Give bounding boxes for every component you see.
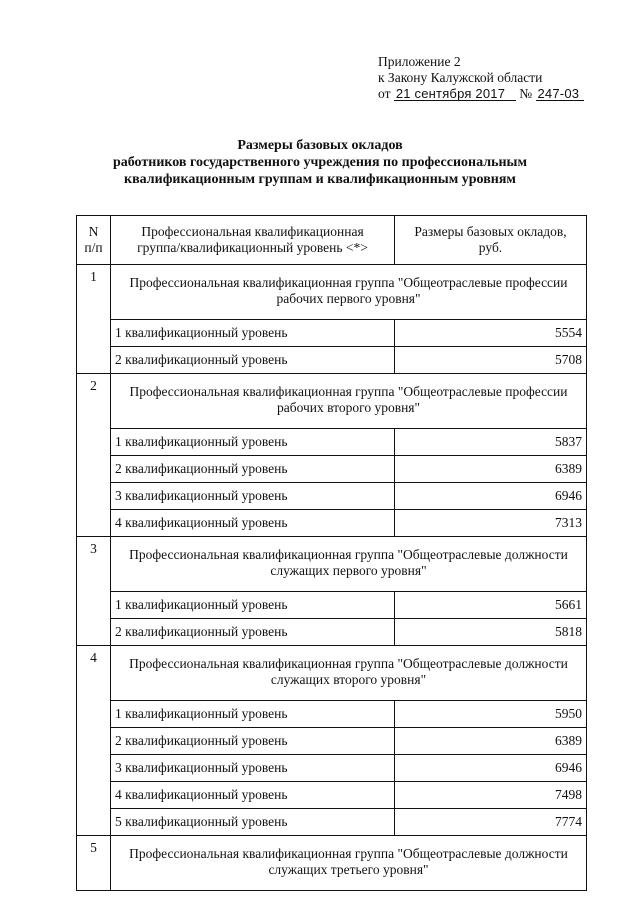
date-prefix: от [378,86,391,101]
level-row [77,782,587,809]
level-amount: 7774 [395,809,587,836]
level-amount: 6389 [395,728,587,755]
level-name: 2 квалификационный уровень [111,456,395,483]
appendix-line2: к Закону Калужской области [378,70,543,85]
group-number: 3 [77,537,111,646]
level-row [77,483,587,510]
level-row [77,456,587,483]
level-amount: 6389 [395,456,587,483]
header-num [77,216,111,265]
level-name: 2 квалификационный уровень [111,728,395,755]
group-title-line2: служащих первого уровня" [270,563,427,578]
level-row [77,619,587,646]
level-name: 1 квалификационный уровень [111,592,395,619]
header-salary-line1: Размеры базовых окладов, [414,224,567,239]
level-amount: 6946 [395,755,587,782]
header-group-line2: группа/квалификационный уровень <*> [137,240,368,255]
group-title-line1: Профессиональная квалификационная группа "Общеотраслевые должности [129,656,568,671]
header-num-line1: N [88,224,99,239]
title-line2: работников государственного учреждения по профессиональным [112,155,528,170]
level-amount: 5818 [395,619,587,646]
level-amount: 6946 [395,483,587,510]
title-line1: Размеры базовых окладов [237,138,403,153]
level-amount: 5837 [395,429,587,456]
group-number: 5 [77,836,111,891]
group-title-line2: рабочих второго уровня" [276,400,421,415]
level-name: 3 квалификационный уровень [111,755,395,782]
header-salary-line2: руб. [478,240,503,255]
appendix-date-line [378,86,584,102]
level-row [77,701,587,728]
table-header-row [77,216,587,265]
table-body [77,265,587,891]
document-title [0,137,640,188]
level-row [77,728,587,755]
level-name: 1 квалификационный уровень [111,320,395,347]
level-name: 4 квалификационный уровень [111,782,395,809]
appendix-header [378,54,584,102]
level-row [77,592,587,619]
level-name: 2 квалификационный уровень [111,347,395,374]
group-title-line1: Профессиональная квалификационная группа "Общеотраслевые должности [129,846,568,861]
group-title-line1: Профессиональная квалификационная группа "Общеотраслевые должности [129,547,568,562]
group-number: 2 [77,374,111,537]
group-title [111,646,587,701]
group-row [77,646,587,701]
title-line3: квалификационным группам и квалификационным уровням [124,172,516,187]
level-amount: 5708 [395,347,587,374]
level-amount: 5554 [395,320,587,347]
number-prefix: № [519,86,533,101]
level-amount: 7313 [395,510,587,537]
level-name: 4 квалификационный уровень [111,510,395,537]
level-amount: 7498 [395,782,587,809]
number-value: 247-03 [536,87,584,101]
level-name: 3 квалификационный уровень [111,483,395,510]
level-row [77,320,587,347]
header-group-line1: Профессиональная квалификационная [141,224,364,239]
level-name: 5 квалификационный уровень [111,809,395,836]
group-title-line1: Профессиональная квалификационная группа "Общеотраслевые профессии [129,384,568,399]
group-row [77,374,587,429]
header-salary [395,216,587,265]
group-title [111,537,587,592]
level-name: 1 квалификационный уровень [111,701,395,728]
level-row [77,755,587,782]
group-row [77,537,587,592]
group-row [77,836,587,891]
group-row [77,265,587,320]
salary-table [76,215,587,891]
group-title [111,265,587,320]
group-number: 4 [77,646,111,836]
group-title-line2: рабочих первого уровня" [276,291,421,306]
date-value: 21 сентября 2017 [394,87,516,101]
level-row [77,510,587,537]
level-row [77,347,587,374]
level-name: 2 квалификационный уровень [111,619,395,646]
level-name: 1 квалификационный уровень [111,429,395,456]
appendix-line1: Приложение 2 [378,54,461,69]
group-title [111,836,587,891]
level-row [77,429,587,456]
level-amount: 5950 [395,701,587,728]
level-amount: 5661 [395,592,587,619]
group-title-line2: служащих третьего уровня" [268,862,429,877]
level-row [77,809,587,836]
group-title-line2: служащих второго уровня" [270,672,427,687]
group-number: 1 [77,265,111,374]
group-title-line1: Профессиональная квалификационная группа "Общеотраслевые профессии [129,275,568,290]
group-title [111,374,587,429]
header-num-line2: п/п [84,240,103,255]
header-group [111,216,395,265]
